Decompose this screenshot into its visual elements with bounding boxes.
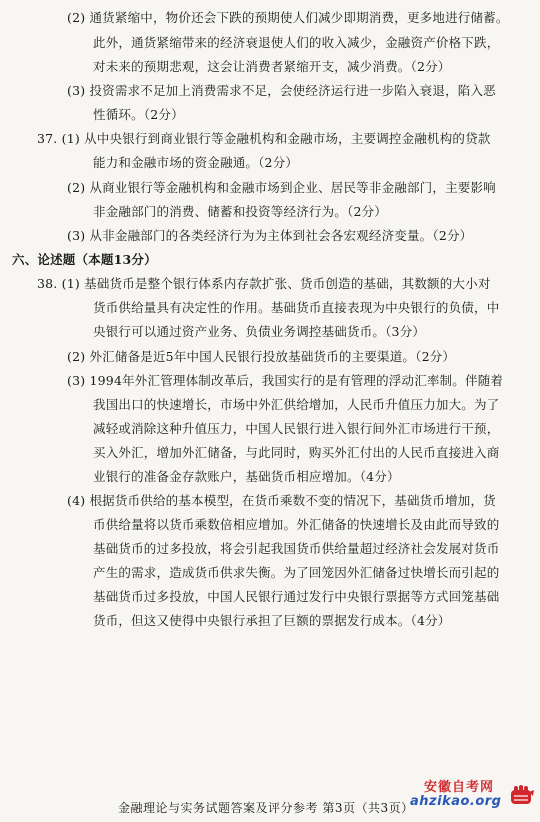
answer-line: 能力和金融市场的资金融通。（2分）	[93, 155, 299, 170]
site-watermark	[410, 776, 538, 820]
answer-line: (2) 从商业银行等金融机构和金融市场到企业、居民等非金融部门，主要影响	[67, 180, 496, 195]
answer-line: 买入外汇，增加外汇储备，与此同时，购买外汇付出的人民币直接进入商	[93, 445, 500, 460]
answer-line: (2) 外汇储备是近5年中国人民银行投放基础货币的主要渠道。（2分）	[67, 349, 456, 364]
answer-line: 非金融部门的消费、储蓄和投资等经济行为。（2分）	[93, 204, 388, 219]
answer-line: 央银行可以通过资产业务、负债业务调控基础货币。（3分）	[93, 324, 426, 339]
answer-line: 对未来的预期悲观，这会让消费者紧缩开支，减少消费。（2分）	[93, 59, 451, 74]
section-heading: 六、论述题（本题13分）	[12, 252, 157, 267]
answer-line: 产生的需求，造成货币供求失衡。为了回笼因外汇储备过快增长而引起的	[93, 565, 500, 580]
page-footer: 金融理论与实务试题答案及评分参考 第3页（共3页）	[118, 801, 414, 815]
watermark-site-url: ahzikao.org	[410, 794, 502, 809]
fist-logo-icon	[508, 782, 536, 810]
answer-line: (3) 投资需求不足加上消费需求不足，会使经济运行进一步陷入衰退，陷入恶	[67, 83, 496, 98]
answer-line: (4) 根据货币供给的基本模型，在货币乘数不变的情况下，基础货币增加，货	[67, 493, 496, 508]
answer-line: 减轻或消除这种升值压力，中国人民银行进入银行间外汇市场进行干预，	[93, 421, 500, 436]
answer-line: 币供给量将以货币乘数倍相应增加。外汇储备的快速增长及由此而导致的	[93, 517, 500, 532]
answer-line: 性循环。（2分）	[93, 107, 184, 122]
answer-line: 业银行的准备金存款账户，基础货币相应增加。（4分）	[93, 469, 400, 484]
answer-line: 此外，通货紧缩带来的经济衰退使人们的收入减少，金融资产价格下跌，	[93, 35, 500, 50]
answer-line: 38. (1) 基础货币是整个银行体系内存款扩张、货币创造的基础，其数额的大小对	[37, 276, 491, 291]
answer-line: 37. (1) 从中央银行到商业银行等金融机构和金融市场，主要调控金融机构的贷款	[37, 131, 491, 146]
answer-line: 基础货币的过多投放，将会引起我国货币供给量超过经济社会发展对货币	[93, 541, 500, 556]
answer-line: 我国出口的快速增长，市场中外汇供给增加，人民币升值压力加大。为了	[93, 397, 500, 412]
answer-line: (3) 1994年外汇管理体制改革后，我国实行的是有管理的浮动汇率制。伴随着	[67, 373, 504, 388]
answer-line: (2) 通货紧缩中，物价还会下跌的预期使人们减少即期消费，更多地进行储蓄。	[67, 10, 509, 25]
answer-line: (3) 从非金融部门的各类经济行为为主体到社会各宏观经济变量。（2分）	[67, 228, 473, 243]
answer-line: 基础货币过多投放，中国人民银行通过发行中央银行票据等方式回笼基础	[93, 589, 500, 604]
watermark-site-name: 安徽自考网	[424, 780, 495, 795]
answer-line: 货币，但这又使得中央银行承担了巨额的票据发行成本。（4分）	[93, 613, 451, 628]
answer-line: 货币供给量具有决定性的作用。基础货币直接表现为中央银行的负债，中	[93, 300, 500, 315]
